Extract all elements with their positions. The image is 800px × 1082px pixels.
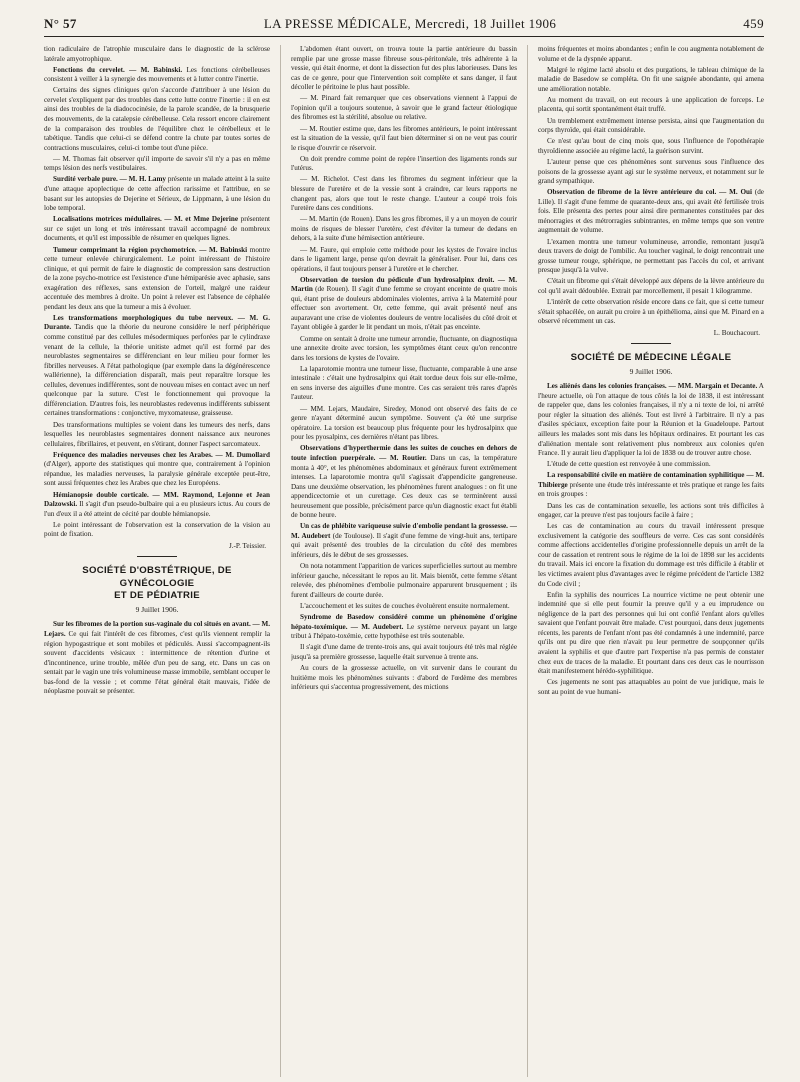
item-text: (d'Alger), apporte des statistiques qui montre que, contrairement à l'opinion répandue, les maladies nerveuses, la paralysie générale exceptée peut-être, sont aussi fréquentes chez les Arabes que chez les Européens. — [44, 460, 271, 488]
column-divider — [280, 45, 281, 1077]
paragraph: — M. Routier estime que, dans les fibromes antérieurs, le point intéressant est la situation de la vessie, qu'il faut bien déterminer si on ne veut pas courir le risque d'ouvrir ce réservoir. — [290, 124, 517, 152]
paragraph: Au cours de la grossesse actuelle, on vit survenir dans le courant du huitième mois les phénomènes suivants : d'abord de l'œdème des membres inférieurs qui s'accentua progressivement, des mictions — [290, 664, 517, 692]
page-header — [44, 16, 764, 37]
journal-title: LA PRESSE MÉDICALE, Mercredi, 18 Juillet 1906 — [263, 16, 557, 31]
paragraph: L'étude de cette question est renvoyée à une commission. — [546, 460, 711, 469]
text-columns — [44, 45, 764, 1077]
section-date: 9 Juillet 1906. — [629, 366, 673, 376]
paragraph — [44, 215, 270, 244]
item-text: Dans un cas, la température monta à 40°, et les phénomènes abdominaux et généraux furent extrêmement intenses. La laparotomie montra qu'il s'agissait d'appendicite gangreneuse. Dans une deuxième observation, les phénomènes furent analogues : on fit une appendicectomie et un curettage. Ces deux cas se terminèrent aussi heureusement que possible, précisément parce qu'un diagnostic exact fut établi de bonne heure. — [290, 453, 517, 520]
item-text: (de Lille). Il s'agit d'une femme de quarante-deux ans, qui avait été fertilisée trois fois. Elle présenta des pertes pour ainsi dire permanentes constituées par des ménorragies et des métrorragies subintrantes, en même temps que son ventre augmentait de volume. — [537, 188, 764, 235]
item-text: Le système nerveux payant un large tribut à l'hépato-toxémie, cette hypothèse est très soutenable. — [290, 622, 517, 641]
paragraph: Certains des signes cliniques qu'on s'accorde d'attribuer à une lésion du cervelet s'expliquent par des troubles dans cette lutte contre l'inertie : il en est ainsi des troubles de la diadococinésie, de la parole scandée, de la brusquerie des mouvements, de la catalepsie cérébelleuse. Cela ressort encore clairement de la comparaison des troubles de l'équilibre chez le cérébelleux et le tabétique. Tandis que celui-ci se défend contre la chute par toutes sortes de contractions musculaires, celui-ci tombe tout d'une pièce. — [44, 86, 271, 152]
paragraph: Enfin la syphilis des nourrices La nourrice victime ne peut obtenir une indemnité que si elle peut fournir la preuve qu'il y a eu imprudence ou négligence de la part des personnes qui lui ont confié l'enfant alors qu'elles savaient que l'enfant pouvait être malade. C'est pourquoi, dans deux jugements récents, les parents de l'enfant n'ont pas été condamnés à une indemnité, parce qu'ils ont pu dire que rien n'avait pu leur permettre de soupçonner qu'ils avaient la syphilis et que d'autre part l'expertise n'a pas permis de constater chez eux de traces de la maladie. Et pourtant dans ces deux cas le nourrisson était manifestement hérédo-syphilitique. — [537, 590, 764, 676]
paragraph: — M. Thomas fait observer qu'il importe de savoir s'il n'y a pas en même temps lésion des nerfs vestibulaires. — [44, 154, 271, 173]
paragraph: L'auteur pense que ces phénomènes sont survenus sous l'influence des poisons de la grossesse ayant agi sur le système nerveux, et notamment sur le grand sympathique. — [537, 157, 764, 186]
section-title — [44, 565, 270, 603]
paragraph — [538, 188, 764, 236]
paragraph — [538, 471, 764, 500]
paragraph — [44, 620, 270, 696]
item-heading: Les transformations morphologiques du tube nerveux. — M. G. Durante. — [44, 313, 271, 332]
page-number: 459 — [743, 16, 764, 31]
paragraph — [291, 276, 517, 333]
item-text: montre cette tumeur enlevée chirurgicalement. Le point intéressant de l'histoire clinique, et qui permit de faire le diagnostic de compression sans destruction de la zone psycho-motrice est l'existence d'une hémiparésie avec aphasie, sans exagération des réflexes, sans extension de l'orteil, malgré une raideur accentuée des membres à droite. Un point à relever est l'absence de céphalée pendant les deux ans que la tumeur a mis à évoluer. — [44, 245, 271, 311]
author-signature: J.-P. Teissier. — [228, 541, 267, 550]
item-text: Ce qui fait l'intérêt de ces fibromes, c'est qu'ils viennent remplir la région hypogastrique et sont mobiles et pédiculés. Aussi s'accompagnent-ils souvent d'accidents vésicaux : intermittence de rétention d'urine et d'incontinence, urine trouble, mêlée d'un peu de sang, etc. Dans un cas on sentait par le vagin une très volumineuse masse immobile, semblant occuper le bas-fond de la vessie ; et comme l'état général était mauvais, l'idée de néoplasme pouvait se présenter. — [44, 630, 271, 696]
item-text: Les fonctions cérébelleuses consistent à veiller à la synergie des mouvements et à lutter contre l'inertie. — [44, 65, 270, 84]
section-title-line: SOCIÉTÉ D'OBSTÉTRIQUE, DE GYNÉCOLOGIE — [82, 565, 232, 589]
paragraph: tion radiculaire de l'atrophie musculaire dans le diagnostic de la sclérose latérale amyotrophique. — [44, 45, 271, 63]
item-heading: Les aliénés dans les colonies françaises. — MM. Margain et Decante. — [546, 382, 758, 391]
item-text: A l'heure actuelle, où l'on attaque de tous côtés la loi de 1838, il est intéressant de rappeler que, dans les colonies françaises, il n'y a ni texte de loi, ni arrêté pour régler la situation des aliénés. Tout est livré à l'arbitraire. Il n'y a pas d'asiles spéciaux, exception faite pour la Réunion et la Guadeloupe. Partout ailleurs les malades sont mis dans les hôpitaux ordinaires. Et pourtant les cas d'aliénation mentale sont relativement plus nombreux aux colonies qu'en France. Il y aurait lieu d'appliquer la loi de 1838 ou de trouver autre chose. — [537, 382, 764, 458]
item-text: présentent sur ce sujet un long et très intéressant travail accompagné de nombreux documents, et qu'il est impossible de résumer en quelques lignes. — [44, 215, 271, 243]
item-heading: Tumeur comprimant la région psychomotrice. — M. Babinski — [53, 245, 248, 254]
paragraph: On doit prendre comme point de repère l'insertion des ligaments ronds sur l'utérus. — [290, 154, 517, 173]
item-heading: Syndrome de Basedow considéré comme un phénomène d'origine hépato-toxémique. — M. Audebert. — [290, 613, 517, 631]
item-heading: Fonctions du cervelet. — M. Babinski. — [53, 65, 183, 74]
paragraph — [291, 444, 517, 520]
paragraph — [538, 382, 764, 458]
item-heading: Localisations motrices médullaires. — M. et Mme Dejerine — [53, 215, 239, 224]
paragraph: L'abdomen étant ouvert, on trouva toute la partie antérieure du bassin remplie par une grosse masse fibreuse sous-péritonéale, très adhérente à la vessie, qui était énorme, et dont la dissection fut des plus laborieuses. Dans les cas de ce genre, pour que l'intervention soit complète et sans danger, il faut décoller le péritoine le plus haut possible. — [290, 45, 517, 92]
item-heading: Surdité verbale pure. — M. H. Lamy — [53, 175, 166, 184]
paragraph — [44, 451, 270, 489]
paragraph: On nota notamment l'apparition de varices superficielles surtout au membre inférieur gauche, nécessitant le repos au lit. Mais bientôt, cette femme s'étant relevée, des phénomènes d'embolie pulmonaire apparurent brusquement ; ils furent d'ailleurs de courte durée. — [290, 562, 517, 599]
item-heading: Un cas de phlébite variqueuse suivie d'embolie pendant la grossesse. — M. Audebert — [290, 522, 517, 540]
item-heading: Observation de torsion du pédicule d'un hydrosalpinx droit. — M. Martin — [290, 275, 517, 294]
section-title-line: ET DE PÉDIATRIE — [114, 590, 200, 602]
section-title: SOCIÉTÉ DE MÉDECINE LÉGALE — [570, 352, 732, 364]
paragraph — [44, 175, 270, 213]
column-1 — [44, 45, 270, 1077]
item-text: Il s'agit d'un pseudo-bulbaire qui a eu plusieurs ictus. Au cours de l'un d'eux il a été atteint de cécité par double hémianopsie. — [44, 500, 271, 518]
paragraph: Des transformations multiples se voient dans les tumeurs des nerfs, dans lesquelles les neuroblastes segmentaires donnent naissance aux neurones cellulaires, fibrillaires, et peuvent, en s'étirant, donner l'aspect sarcomateux. — [44, 420, 271, 448]
item-heading: Fréquence des maladies nerveuses chez les Arabes. — M. Dumollard — [53, 450, 271, 459]
paragraph — [291, 613, 517, 642]
issue-number: N° 57 — [44, 16, 77, 31]
item-text: Tandis que la théorie du neurone considère le nerf périphérique comme constitué par des cellules mésodermiques perforées par le cylindraxe venant de la cellule, la théorie unitiste admet qu'il est formé par des neuroblastes segmentaires se différenciant en leur milieu pour former les fibrilles nerveuses. A l'état pathologique (par exemple dans la dégénérescence wallérienne), la différenciation disparaît, mais peut reparaître lorsque les cellules, devenues indifférentes, sont de nouveau mises en contact avec un nerf quelconque par la suture. C'est le fonctionnement qui provoque la différenciation. D'autres fois, les neuroblastes redevenus indifférents subissent certaines transformations : conjonctive, myxomateuse, graisseuse. — [44, 323, 271, 418]
paragraph: C'était un fibrome qui s'était développé aux dépens de la lèvre antérieure du col qu'il avait dédoublée. Extrait par morcellement, il pesait 1 kilogramme. — [537, 277, 764, 295]
item-text: présente une étude très intéressante et très pratique et range les faits en trois groupes : — [537, 480, 764, 499]
paragraph: L'accouchement et les suites de couches évoluèrent ensuite normalement. — [299, 601, 510, 610]
paragraph — [44, 491, 270, 520]
paragraph: Comme on sentait à droite une tumeur arrondie, fluctuante, on diagnostiqua une annexite droite avec torsion, les symptômes étant ceux qu'on rencontre dans les torsions de kystes de l'ovaire. — [290, 334, 517, 362]
paragraph: Les cas de contamination au cours du travail intéressent presque exclusivement la catégorie des souffleurs de verre. Ces cas sont considérés comme affections accidentelles d'origine professionnelle depuis un arrêt de la cour de cassation et rentrent sous le régime de la loi de 1898 sur les accidents du travail. Mais ici encore la fixation du dommage est très difficile à établir et les victimes avaient plus d'avantages avec le régime précédent de l'article 1382 du Code civil ; — [537, 522, 764, 588]
paragraph — [44, 66, 270, 85]
paragraph: La laparotomie montra une tumeur lisse, fluctuante, comparable à une anse intestinale : c'était une hydrosalpinx qui était tordue deux fois sur elle-même, en sens inverse des aiguilles d'une montre. Ces cas seraient très rares d'après l'auteur. — [290, 364, 517, 402]
paragraph: Au moment du travail, on eut recours à une application de forceps. Le placenta, qui sortit spontanément était truffé. — [537, 95, 764, 114]
item-heading: Observation de fibrome de la lèvre antérieure du col. — M. Oui — [546, 188, 753, 197]
item-text: présente un malade atteint à la suite d'une attaque apoplectique de cette affection rarissime et l'attribue, en se basant sur les autopsies de Dejerine et Sérieux, de Lippmann, à une lésion du lobe temporal. — [44, 175, 271, 213]
paragraph: Il s'agit d'une dame de trente-trois ans, qui avait toujours été très mal réglée jusqu'à sa première grossesse, laquelle était survenue à trente ans. — [290, 643, 517, 661]
item-heading: La responsabilité civile en matière de contamination syphilitique — M. Thibierge — [537, 471, 764, 489]
paragraph: Un tremblement extrêmement intense persista, ainsi que l'augmentation du corps thyroïde, qui était considérable. — [537, 116, 764, 135]
paragraph — [291, 522, 517, 560]
paragraph: L'intérêt de cette observation réside encore dans ce fait, que si cette tumeur s'était sphacélée, on aurait pu croire à un épithélioma, ainsi que M. Pinard en a observé récemment un cas. — [537, 298, 764, 326]
author-signature: L. Bouchacourt. — [713, 328, 760, 337]
paragraph: Malgré le régime lacté absolu et des purgations, le tableau chimique de la maladie de Basedow se compléta. On fit une saignée abondante, qui amena une amélioration notable. — [537, 65, 764, 93]
paragraph: — M. Pinard fait remarquer que ces observations viennent à l'appui de l'opinion qu'il a toujours soutenue, à savoir que le grand facteur étiologique des fibromes est la stérilité, absolue ou relative. — [290, 94, 517, 122]
paragraph: — M. Martin (de Rouen). Dans les gros fibromes, il y a un moyen de courir moins de risques de blesser l'uretère, c'est d'éviter la tumeur de dedans en dehors, à la suite d'une hémisection antérieure. — [290, 215, 517, 243]
section-date: 9 Juillet 1906. — [135, 604, 179, 614]
column-divider — [527, 45, 528, 1077]
paragraph: Le point intéressant de l'observation est la conservation de la vision au point de fixation. — [44, 520, 271, 539]
paragraph — [44, 246, 270, 313]
paragraph: Dans les cas de contamination sexuelle, les actions sont très difficiles à engager, car la preuve n'est pas toujours facile à faire ; — [537, 501, 764, 520]
column-2 — [291, 45, 517, 1077]
paragraph — [44, 314, 270, 419]
paragraph: — MM. Lejars, Maudaire, Siredey, Monod ont observé des faits de ce genre n'ayant déterminé aucun symptôme. Souvent ç'a été une surprise opératoire. La torsion est beaucoup plus fréquente pour les hydrosalpinx que pour les pyosalpinx, ces dernières n'étant pas libres. — [290, 404, 517, 442]
divider — [137, 556, 177, 557]
item-heading: Hémianopsie double corticale. — MM. Raymond, Lejonne et Jean Dalzowski. — [44, 490, 271, 509]
column-3 — [538, 45, 764, 1077]
paragraph: — M. Faure, qui emploie cette méthode pour les kystes de l'ovaire inclus dans le ligament large, pense qu'on devrait la généraliser. Pour lui, dans ces opérations, il faut toujours penser à l'uretère et le chercher. — [290, 245, 517, 273]
paragraph: moins fréquentes et moins abondantes ; enfin le cou augmenta notablement de volume et de la dyspnée apparut. — [537, 45, 764, 63]
item-heading: Observations d'hyperthermie dans les suites de couches en dehors de toute infection puerpérale. — M. Routier. — [290, 444, 517, 462]
item-text: (de Toulouse). Il s'agit d'une femme de vingt-huit ans, tertipare qui avait présenté des troubles de la circulation du côté des membres inférieurs, dès le début de ses grossesses. — [290, 531, 517, 560]
paragraph: Ce n'est qu'au bout de cinq mois que, sous l'influence de l'opothérapie thyroïdienne associée au régime lacté, la guérison survint. — [537, 137, 764, 155]
item-heading: Sur les fibromes de la portion sus-vaginale du col situés en avant. — M. Lejars. — [44, 620, 271, 639]
divider — [631, 343, 671, 344]
paragraph: — M. Richelot. C'est dans les fibromes du segment inférieur que la blessure de l'uretère et de la vessie sont à craindre, car leurs rapports ne changent pas, alors que tout le reste change. L'auteur a coupé trois fois l'uretère dans ces conditions. — [290, 175, 517, 213]
paragraph: Ces jugements ne sont pas attaquables au point de vue juridique, mais le sont au point de vue humani- — [537, 678, 764, 696]
paragraph: L'examen montra une tumeur volumineuse, arrondie, remontant jusqu'à deux travers de doigt de l'ombilic. Au toucher vaginal, le doigt rencontrait une grosse tumeur rouge, sphérique, ne permettant pas l'accès du col, et arrivant presque jusqu'à la vulve. — [537, 237, 764, 275]
item-text: (de Rouen). Il s'agit d'une femme se croyant enceinte de quatre mois qui, étant prise de douleurs abdominales violentes, arriva à la Maternité pour effectuer son avortement. Or, cette femme, qui avait présenté neuf ans auparavant une crise de violentes douleurs de ventre localisées du côté droit et l'ayant obligée à garder le lit pendant un mois, n'était pas enceinte. — [290, 285, 517, 332]
